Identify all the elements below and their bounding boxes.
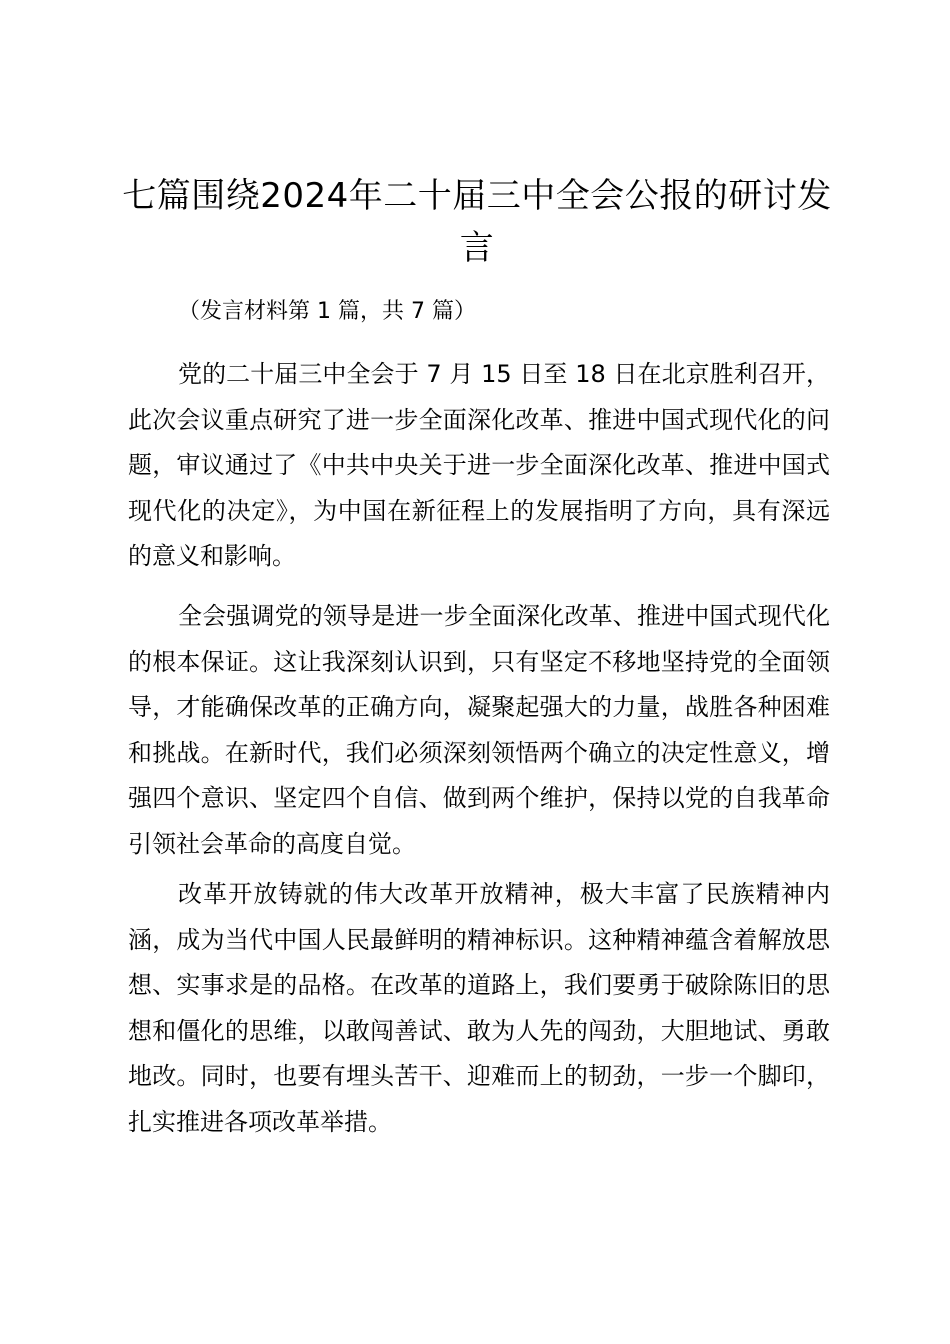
document-title: 七篇围绕2024年二十届三中全会公报的研讨发言 bbox=[122, 176, 832, 268]
paragraph: 党的二十届三中全会于 7 月 15 日至 18 日在北京胜利召开，此次会议重点研究了进一步全面深化改革、推进中国式现代化的问题，审议通过了《中共中央关于进一步全面深化改革、推进中国式现代化的决定》，为中国在新征程上的发展指明了方向，具有深远的意义和影响。 bbox=[128, 360, 830, 570]
document-subtitle: （发言材料第 1 篇，共 7 篇） bbox=[178, 299, 476, 324]
paragraph: 改革开放铸就的伟大改革开放精神，极大丰富了民族精神内涵，成为当代中国人民最鲜明的精神标识。这种精神蕴含着解放思想、实事求是的品格。在改革的道路上，我们要勇于破除陈旧的思想和僵化的思维，以敢闯善试、敢为人先的闯劲，大胆地试、勇敢地改。同时，也要有埋头苦干、迎难而上的韧劲，一步一个脚印，扎实推进各项改革举措。 bbox=[128, 880, 830, 1136]
paragraph: 全会强调党的领导是进一步全面深化改革、推进中国式现代化的根本保证。这让我深刻认识到，只有坚定不移地坚持党的全面领导，才能确保改革的正确方向，凝聚起强大的力量，战胜各种困难和挑战。在新时代，我们必须深刻领悟两个确立的决定性意义，增强四个意识、坚定四个自信、做到两个维护，保持以党的自我革命引领社会革命的高度自觉。 bbox=[128, 602, 830, 858]
